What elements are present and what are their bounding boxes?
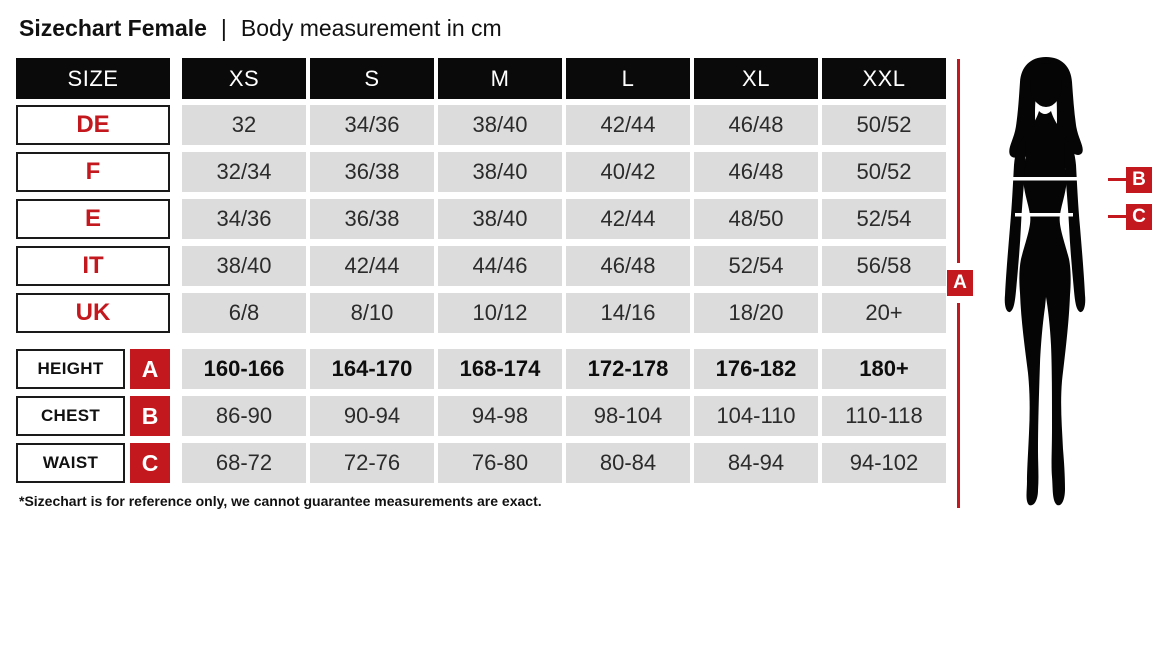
cell-e-xs: 34/36 [182,199,306,239]
column-header-l: L [566,58,690,99]
table-row-e [16,199,946,239]
height-label-group [16,349,170,389]
cell-de-l: 42/44 [566,105,690,145]
height-line-upper [957,59,960,263]
page-title-subtitle: Body measurement in cm [240,15,502,41]
marker-a-figure: A [947,270,973,296]
cell-chest-xl: 104-110 [694,396,818,436]
cell-it-xxl: 56/58 [822,246,946,286]
cell-chest-l: 98-104 [566,396,690,436]
row-label-de: DE [16,105,170,145]
column-header-xxl: XXL [822,58,946,99]
cell-de-s: 34/36 [310,105,434,145]
page-title-main: Sizechart Female [19,15,207,41]
waist-measure-line [1015,213,1073,217]
waist-label-group [16,443,170,483]
cell-chest-xxl: 110-118 [822,396,946,436]
cell-de-xs: 32 [182,105,306,145]
footnote-text: *Sizechart is for reference only, we cannot guarantee measurements are exact. [19,493,542,509]
cell-height-l: 172-178 [566,349,690,389]
waist-pointer-line [1108,215,1126,218]
cell-f-l: 40/42 [566,152,690,192]
cell-height-xl: 176-182 [694,349,818,389]
row-label-height: HEIGHT [16,349,125,389]
table-header-row [16,58,946,99]
size-header-cell: SIZE [16,58,170,99]
row-label-f: F [16,152,170,192]
cell-de-xl: 46/48 [694,105,818,145]
cell-e-xl: 48/50 [694,199,818,239]
table-row-it [16,246,946,286]
cell-e-l: 42/44 [566,199,690,239]
table-row-chest [16,396,946,436]
cell-waist-s: 72-76 [310,443,434,483]
cell-it-l: 46/48 [566,246,690,286]
row-label-chest: CHEST [16,396,125,436]
cell-chest-xs: 86-90 [182,396,306,436]
cell-f-m: 38/40 [438,152,562,192]
row-label-waist: WAIST [16,443,125,483]
column-header-xl: XL [694,58,818,99]
cell-height-xs: 160-166 [182,349,306,389]
cell-uk-m: 10/12 [438,293,562,333]
cell-height-xxl: 180+ [822,349,946,389]
marker-c-figure: C [1126,204,1152,230]
cell-it-xs: 38/40 [182,246,306,286]
chest-pointer-line [1108,178,1126,181]
cell-waist-xxl: 94-102 [822,443,946,483]
height-line-lower [957,303,960,508]
column-header-m: M [438,58,562,99]
cell-uk-xxl: 20+ [822,293,946,333]
cell-f-xl: 46/48 [694,152,818,192]
cell-it-s: 42/44 [310,246,434,286]
cell-height-s: 164-170 [310,349,434,389]
row-label-e: E [16,199,170,239]
table-row-f [16,152,946,192]
cell-f-xs: 32/34 [182,152,306,192]
cell-chest-m: 94-98 [438,396,562,436]
section-divider-gap [16,340,946,349]
cell-uk-l: 14/16 [566,293,690,333]
chest-label-group [16,396,170,436]
cell-waist-xl: 84-94 [694,443,818,483]
cell-uk-s: 8/10 [310,293,434,333]
cell-uk-xs: 6/8 [182,293,306,333]
row-label-it: IT [16,246,170,286]
table-row-waist [16,443,946,483]
cell-e-xxl: 52/54 [822,199,946,239]
column-header-xs: XS [182,58,306,99]
cell-f-s: 36/38 [310,152,434,192]
cell-f-xxl: 50/52 [822,152,946,192]
marker-a-table: A [130,349,170,389]
page-title [19,15,502,42]
sizechart-table [16,58,946,490]
cell-height-m: 168-174 [438,349,562,389]
cell-e-m: 38/40 [438,199,562,239]
row-label-uk: UK [16,293,170,333]
cell-waist-xs: 68-72 [182,443,306,483]
table-row-height [16,349,946,389]
table-row-uk [16,293,946,333]
marker-b-table: B [130,396,170,436]
cell-it-m: 44/46 [438,246,562,286]
marker-c-table: C [130,443,170,483]
cell-chest-s: 90-94 [310,396,434,436]
cell-waist-l: 80-84 [566,443,690,483]
table-row-de [16,105,946,145]
cell-de-xxl: 50/52 [822,105,946,145]
marker-b-figure: B [1126,167,1152,193]
cell-it-xl: 52/54 [694,246,818,286]
cell-waist-m: 76-80 [438,443,562,483]
column-header-s: S [310,58,434,99]
title-separator: | [220,15,227,41]
chest-measure-line [1011,177,1078,181]
female-silhouette [975,55,1115,515]
cell-e-s: 36/38 [310,199,434,239]
cell-de-m: 38/40 [438,105,562,145]
cell-uk-xl: 18/20 [694,293,818,333]
